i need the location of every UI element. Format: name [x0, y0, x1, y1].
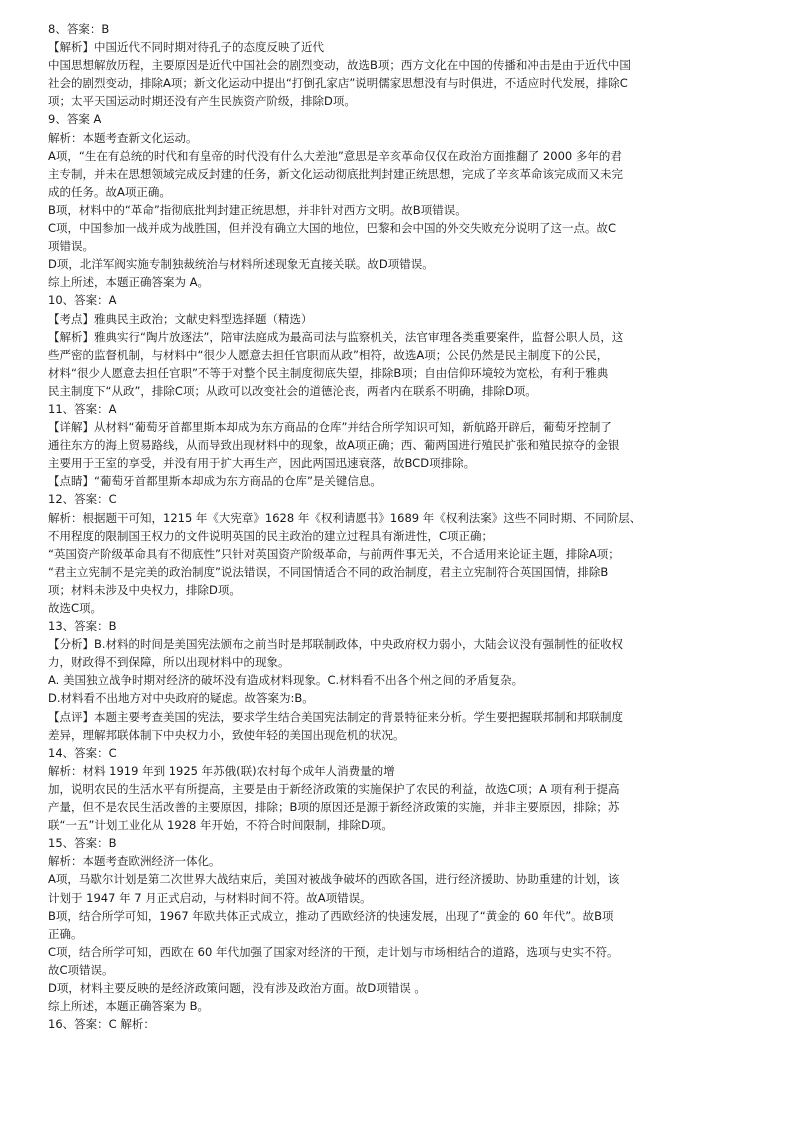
text-line: 主专制，并未在思想领域完成反封建的任务，新文化运动彻底批判封建正统思想，完成了辛亥革命该完成而又未完 — [48, 166, 623, 181]
text-line: 加，说明农民的生活水平有所提高，主要是由于新经济政策的实施保护了农民的利益，故选C项；A 项有利于提高 — [48, 781, 620, 796]
text-line: B项，结合所学可知，1967 年欧共体正式成立，推动了西欧经济的快速发展，出现了“黄金的 60 年代”。故B项 — [48, 908, 614, 923]
text-line: 【点睛】“葡萄牙首都里斯本却成为东方商品的仓库”是关键信息。 — [48, 474, 382, 489]
text-line: “英国资产阶级革命具有不彻底性”只针对英国资产阶级革命，与前两件事无关，不合适用来论证主题，排除A项； — [48, 546, 620, 561]
text-line: A项，马歇尔计划是第二次世界大战结束后，美国对被战争破坏的西欧各国，进行经济援助、协助重建的计划，该 — [48, 872, 620, 887]
text-line: 9、答案 A — [48, 112, 102, 127]
text-line: D项，北洋军阀实施专制独裁统治与材料所述现象无直接关联。故D项错误。 — [48, 257, 434, 272]
text-line: 【解析】中国近代不同时期对待孔子的态度反映了近代 — [48, 40, 324, 55]
text-line: 通往东方的海上贸易路线，从而导致出现材料中的现象，故A项正确；西、葡两国进行殖民扩张和殖民掠夺的金银 — [48, 438, 620, 453]
text-line: 计划于 1947 年 7 月正式启动，与材料时间不符。故A项错误。 — [48, 890, 372, 905]
text-line: 11、答案：A — [48, 401, 117, 416]
text-line: 项；材料未涉及中央权力，排除D项。 — [48, 582, 241, 597]
text-line: 【分析】B.材料的时间是美国宪法颁布之前当时是邦联制政体，中央政府权力弱小，大陆会议没有强制性的征收权 — [48, 637, 624, 652]
text-line: 【详解】从材料“葡萄牙首都里斯本却成为东方商品的仓库”并结合所学知识可知，新航路开辟后，葡萄牙控制了 — [48, 420, 612, 435]
text-line: A. 美国独立战争时期对经济的破坏没有造成材料现象。C.材料看不出各个州之间的矛盾复杂。 — [48, 673, 524, 688]
text-line: 解析：根据题干可知，1215 年《大宪章》1628 年《权利请愿书》1689 年《权利法案》这些不同时期、不同阶层、 — [48, 510, 642, 525]
text-line: 解析：材料 1919 年到 1925 年苏俄(联)农村每个成年人消费量的增 — [48, 763, 395, 778]
text-line: 项；太平天国运动时期还没有产生民族资产阶级，排除D项。 — [48, 94, 356, 109]
answer-document — [48, 20, 760, 1033]
text-line: 8、答案：B — [48, 22, 110, 36]
text-line: 些严密的监督机制，与材料中“很少人愿意去担任官职而从政”相符，故选A项；公民仍然是民主制度下的公民， — [48, 347, 609, 362]
text-line: “君主立宪制不是完美的政治制度”说法错误，不同国情适合不同的政治制度，君主立宪制符合英国国情，排除B — [48, 564, 609, 579]
text-line: 民主制度下“从政”，排除C项；从政可以改变社会的道德沦丧，两者内在联系不明确，排除D项。 — [48, 383, 537, 398]
text-line: B项，材料中的“革命”指彻底批判封建正统思想，并非针对西方文明。故B项错误。 — [48, 202, 467, 217]
text-line: 15、答案：B — [48, 836, 117, 851]
text-line: 综上所述，本题正确答案为 A。 — [48, 275, 210, 290]
text-line: C项，结合所学可知，西欧在 60 年代加强了国家对经济的干预，走计划与市场相结合的道路，选项与史实不符。 — [48, 944, 619, 959]
text-line: 主要用于王室的享受，并没有用于扩大再生产，因此两国迅速衰落，故BCD项排除。 — [48, 456, 476, 471]
text-line: 16、答案：C 解析： — [48, 1017, 155, 1032]
text-line: D.材料看不出地方对中央政府的疑虑。故答案为:B。 — [48, 691, 314, 706]
text-line: 成的任务。故A项正确。 — [48, 184, 171, 199]
text-line: 项错误。 — [48, 239, 94, 254]
text-line: 12、答案：C — [48, 492, 117, 507]
text-line: 13、答案：B — [48, 619, 117, 634]
text-line: A项，“生在有总统的时代和有皇帝的时代没有什么大差池”意思是辛亥革命仅仅在政治方面推翻了 2000 多年的君 — [48, 148, 622, 163]
text-line: 14、答案：C — [48, 745, 117, 760]
text-line: C项，中国参加一战并成为战胜国，但并没有确立大国的地位，巴黎和会中国的外交失败充分说明了这一点。故C — [48, 221, 617, 236]
text-line: 【考点】雅典民主政治；文献史料型选择题（精选） — [48, 311, 313, 326]
text-line: 正确。 — [48, 926, 83, 941]
text-line: 故C项错误。 — [48, 962, 114, 977]
text-line: 故选C项。 — [48, 601, 103, 615]
text-line: 【点评】本题主要考查美国的宪法，要求学生结合美国宪法制定的背景特征来分析。学生要把握联邦制和邦联制度 — [48, 709, 623, 724]
text-line: 不用程度的限制国王权力的文件说明英国的民主政治的建立过程具有渐进性，C项正确； — [48, 528, 494, 543]
text-line: 社会的剧烈变动，排除A项；新文化运动中提出“打倒孔家店”说明儒家思想没有与时俱进，不适应时代发展，排除C — [48, 76, 628, 91]
text-line: 差异，理解邦联体制下中央权力小，致使年轻的美国出现危机的状况。 — [48, 727, 405, 742]
text-line: D项，材料主要反映的是经济政策问题，没有涉及政治方面。故D项错误 。 — [48, 980, 426, 995]
text-line: 【解析】雅典实行“陶片放逐法”，陪审法庭成为最高司法与监察机关，法官审理各类重要案件，监督公职人员，这 — [48, 329, 624, 344]
text-line: 10、答案：A — [48, 293, 117, 308]
text-line: 解析：本题考查新文化运动。 — [48, 130, 198, 145]
text-line: 联“一五”计划工业化从 1928 年开始，不符合时间限制，排除D项。 — [48, 818, 393, 833]
text-line: 综上所述，本题正确答案为 B。 — [48, 999, 210, 1014]
text-line: 解析：本题考查欧洲经济一体化。 — [48, 854, 221, 869]
text-line: 产量，但不是农民生活改善的主要原因，排除；B项的原因还是源于新经济政策的实施，并非主要原因，排除；苏 — [48, 800, 620, 815]
text-line: 材料“很少人愿意去担任官职”不等于对整个民主制度彻底失望，排除B项；自由信仰环境较为宽松，有利于雅典 — [48, 365, 609, 380]
text-line: 中国思想解放历程，主要原因是近代中国社会的剧烈变动，故选B项；西方文化在中国的传播和冲击是由于近代中国 — [48, 58, 631, 73]
text-line: 力，财政得不到保障，所以出现材料中的现象。 — [48, 655, 290, 670]
